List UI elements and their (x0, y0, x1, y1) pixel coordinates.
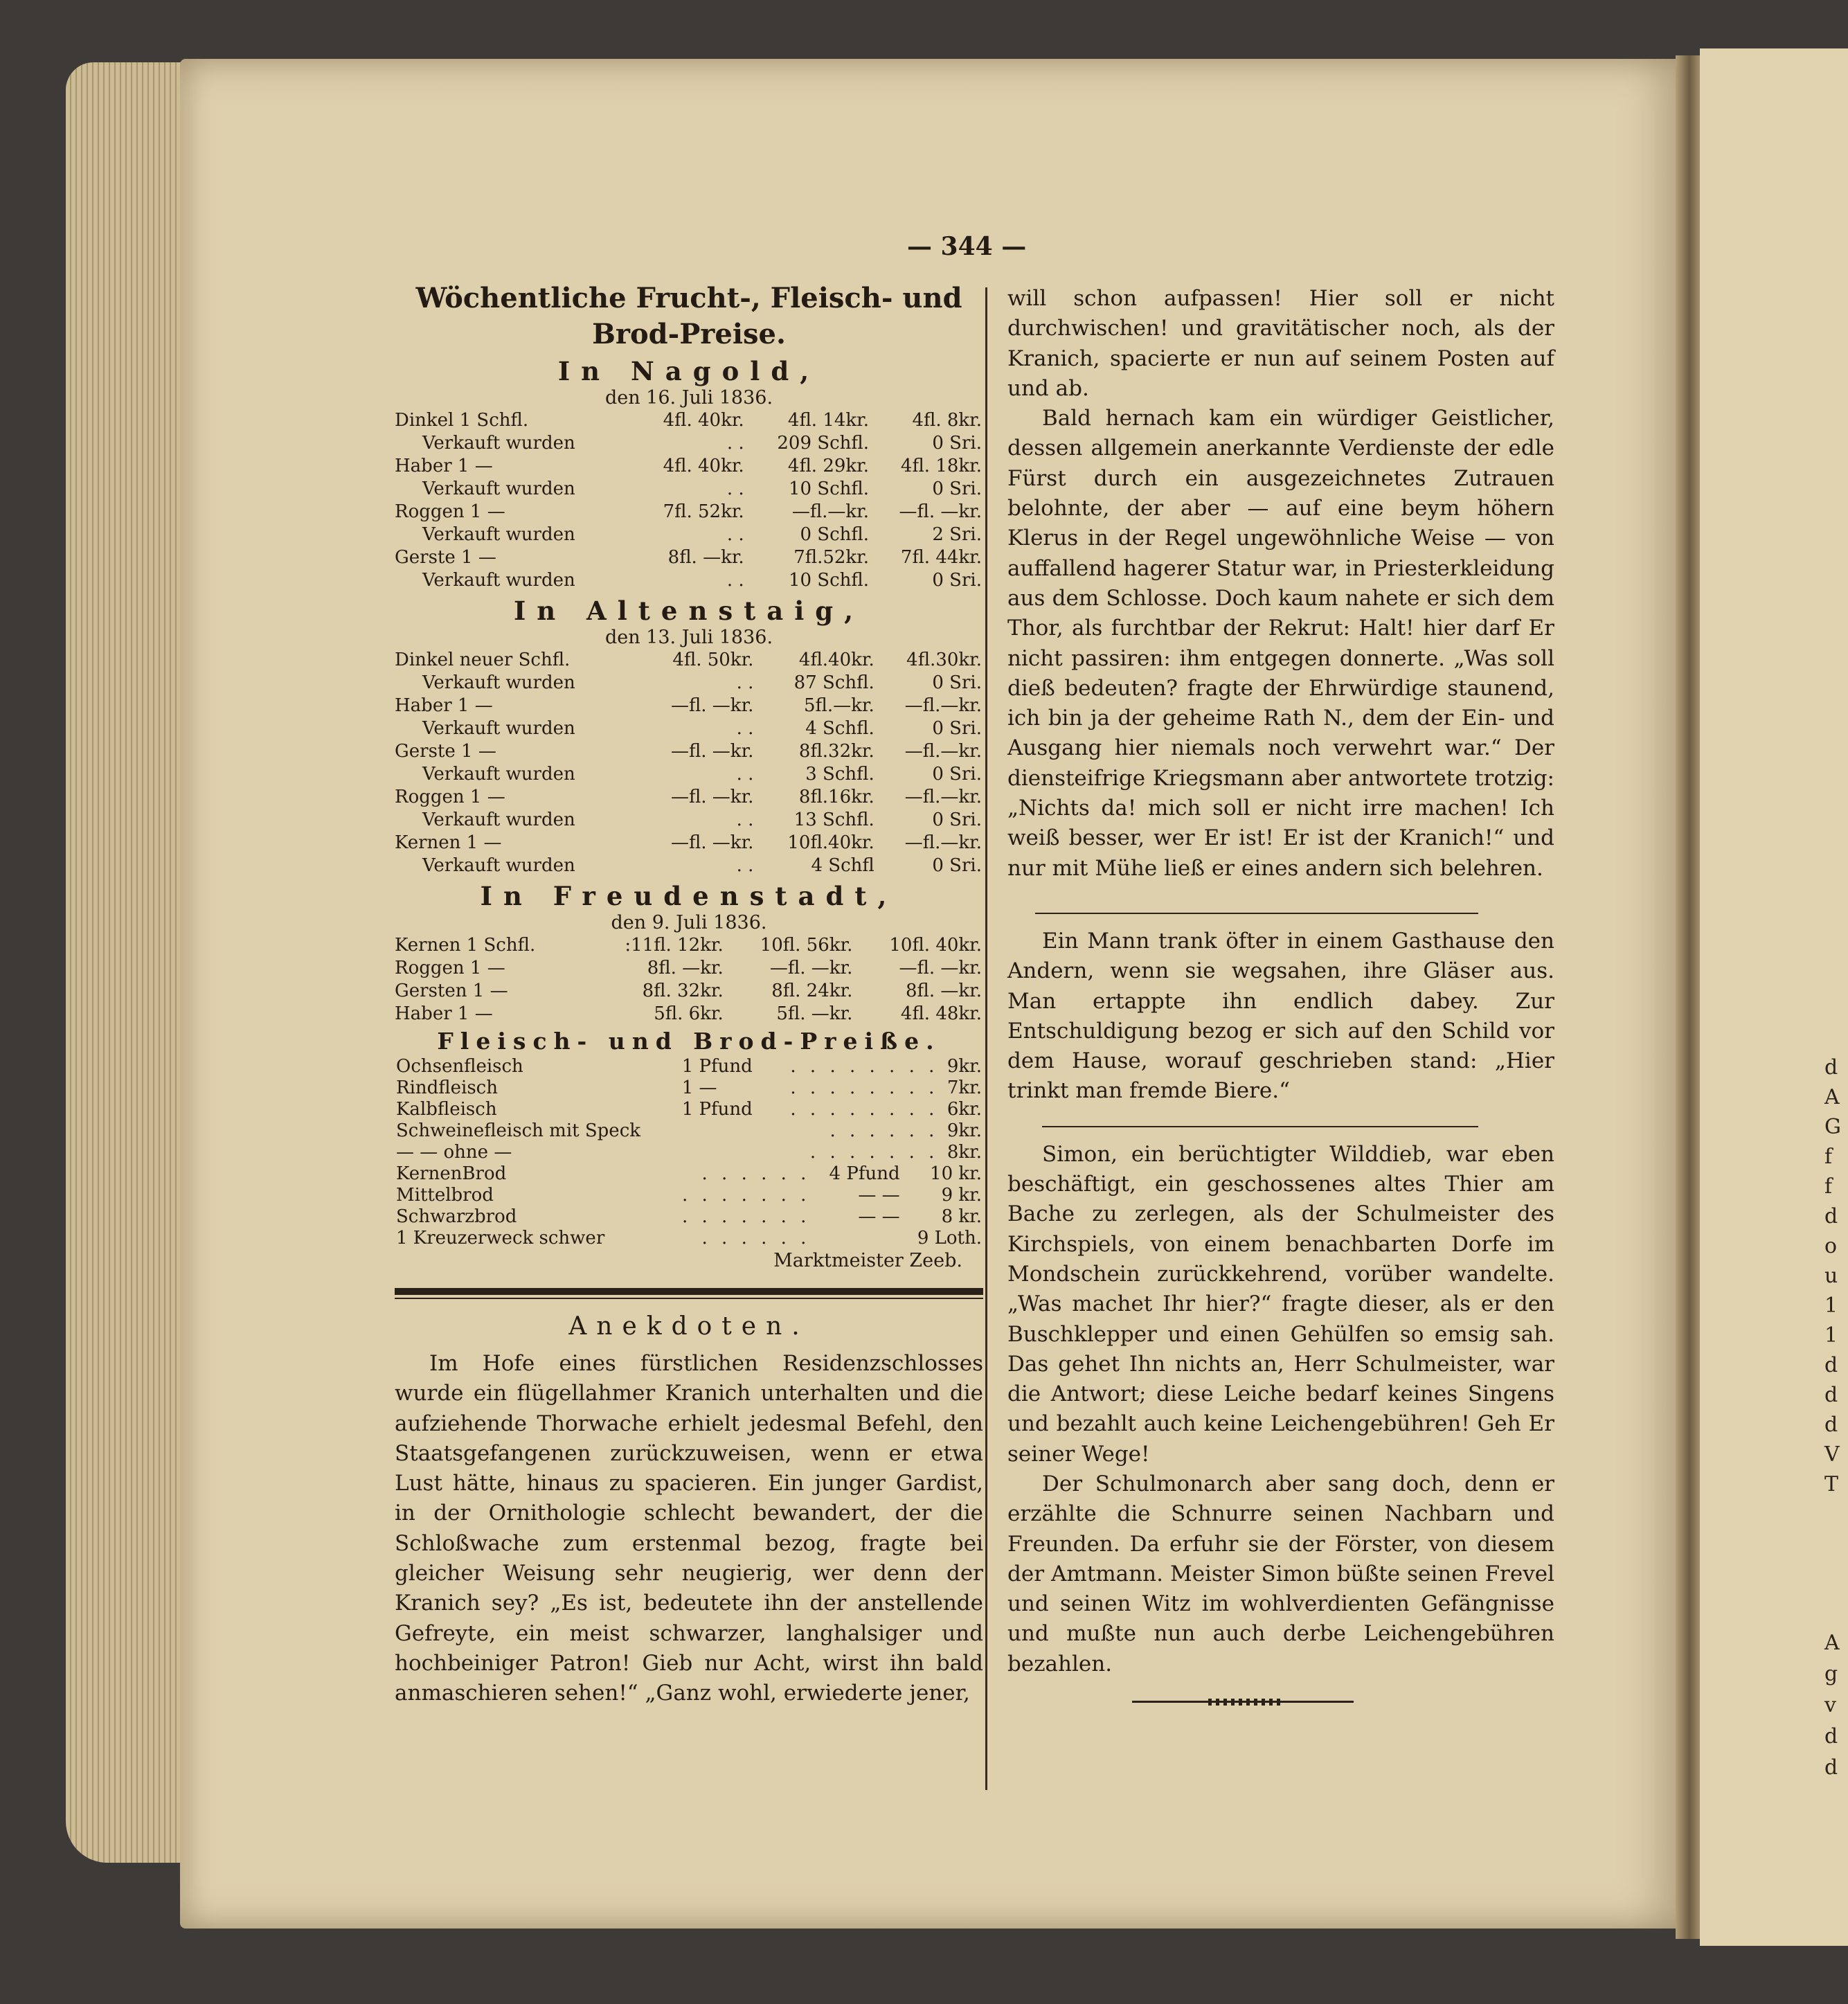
price-cell: —fl.—kr. (904, 741, 982, 762)
page-number: — 344 — (907, 232, 1027, 261)
paragraph: Simon, ein berüchtigter Wilddieb, war eben beschäftigt, ein geschossenes altes Thier am Bache zu zerlegen, als der Schulmeister des Kirchspiels, von einem benachbarten Dorfe im Mondschein zurückkehrend, vorüber wandelte. „Was machet Ihr hier?“ fragte dieser, als er den Buschklepper und einen Gehülfen so emsig sah. Das gehet Ihn nichts an, Herr Schulmeister, war die Antwort; diese Leiche bedarf keines Singens und bezahlt auch keine Leichengebühren! Geh Er seiner Wege! (1007, 1141, 1554, 1467)
price-cell: 5fl. —kr. (776, 1003, 853, 1024)
price-cell: . . (736, 764, 754, 785)
price-cell: —fl. —kr. (670, 832, 754, 853)
row-label: Dinkel 1 Schfl. (395, 410, 529, 431)
table-row (395, 695, 983, 717)
row-label (681, 1120, 766, 1142)
anecdote-kranich-right (1007, 284, 1554, 884)
row-label: Roggen 1 — (395, 958, 505, 978)
price-cell: 8fl. —kr. (647, 958, 724, 978)
row-label: Verkauft wurden (422, 570, 575, 591)
price-cell: 9 Loth. (917, 1228, 982, 1249)
paragraph: Ein Mann trank öfter in einem Gasthause den Andern, wenn sie wegsahen, ihre Gläser aus. Man ertappte ihn endlich dabey. Zur Entschuldigung bezog er sich auf den Schild vor dem Hause, worauf geschrieben stand: „Hier trinkt man fremde Biere.“ (1007, 928, 1554, 1104)
table-row (395, 980, 983, 1003)
price-cell: 10fl. 56kr. (760, 935, 853, 956)
price-cell: 4fl.40kr. (798, 650, 874, 670)
price-cell: 0 Sri. (932, 718, 982, 739)
row-label: Kalbfleisch (396, 1099, 497, 1120)
row-label: 1 Pfund (681, 1056, 753, 1077)
price-cell: 7kr. (947, 1077, 982, 1098)
paragraph: Bald hernach kam ein würdiger Geistlicher, dessen allgemein anerkannte Verdienste der edle Fürst durch ein ausgezeichnetes Zutrauen belohnte, der aber — auf eine beym höhern Klerus in der Regel ungewöhnliche Weise — von auffallend hagerer Statur war, in Priesterkleidung aus dem Schlosse. Doch kaum nahete er sich dem Thor, als furchtbar der Rekrut: Halt! hier darf Er nicht passiren: ihm entgegen donnerte. „Was soll dieß bedeuten? fragte der Ehrwürdige staunend, ich bin ja der geheime Rath N., dem der Ein- und Ausgang hier niemals noch verwehrt war.“ Der diensteifrige Kriegsmann aber antwortete trotzig: „Nichts da! mich soll er nicht irre machen! Ich weiß besser, wer Er ist! Er ist der Kranich!“ und nur mit Mühe ließ er eines andern sich belehren. (1007, 406, 1554, 881)
table-row (395, 855, 983, 877)
anecdote-separator (1035, 913, 1478, 914)
table-row (395, 1077, 983, 1099)
price-cell: 4fl. 48kr. (900, 1003, 982, 1024)
section-rule (395, 1288, 983, 1295)
table-row (395, 1056, 983, 1077)
leader-dots: . . . . . . (829, 1120, 939, 1141)
price-cell: 4fl. 8kr. (912, 410, 982, 431)
table-row (395, 1120, 983, 1142)
price-cell: 4 Schfl. (805, 718, 874, 739)
price-cell: . . (736, 855, 754, 876)
market-date: den 16. Juli 1836. (604, 387, 773, 409)
table-row (395, 1099, 983, 1120)
price-cell: 87 Schfl. (793, 672, 874, 693)
weight-cell: 4 Pfund (829, 1163, 900, 1184)
price-cell: 8fl. 24kr. (771, 981, 853, 1001)
table-row (395, 1185, 983, 1206)
price-cell: 4fl. 40kr. (663, 410, 744, 431)
price-cell: 2 Sri. (932, 524, 982, 545)
market-section (395, 880, 983, 1026)
table-row (395, 809, 983, 832)
price-cell: 8fl. —kr. (905, 981, 982, 1001)
anecdote-separator (1042, 1126, 1478, 1127)
price-cell: 0 Schfl. (800, 524, 870, 545)
row-label: Mittelbrod (396, 1185, 494, 1206)
row-label: Schwarzbrod (396, 1206, 517, 1227)
price-cell: —fl. —kr. (899, 501, 982, 522)
price-cell: 6kr. (947, 1099, 982, 1120)
weight-cell (811, 1228, 901, 1249)
price-cell: 13 Schfl. (793, 809, 874, 830)
price-cell: 4 Schfl (811, 855, 874, 876)
leader-dots: . . . . . . . (682, 1185, 811, 1206)
page-edges (66, 62, 190, 1863)
table-row (395, 409, 983, 432)
market-sections (395, 355, 983, 1026)
price-cell: 8 kr. (941, 1206, 982, 1227)
table-row (395, 478, 983, 501)
price-cell: . . (726, 433, 744, 454)
row-label: Ochsenfleisch (396, 1056, 523, 1077)
table-row (395, 957, 983, 980)
price-cell: . . (736, 718, 754, 739)
price-cell: 5fl.—kr. (803, 695, 874, 716)
price-cell: . . (726, 524, 744, 545)
left-column (395, 277, 983, 1709)
end-ornament (1132, 1699, 1354, 1706)
row-label: Schweinefleisch mit Speck (396, 1120, 641, 1141)
table-row (395, 1003, 983, 1026)
bread-price-table (395, 1163, 983, 1249)
paragraph: will schon aufpassen! Hier soll er nicht durchwischen! und gravitätischer noch, als der Kranich, spacierte er nun auf seinem Posten auf und ab. (1007, 286, 1554, 401)
table-row (395, 832, 983, 855)
right-column (1007, 284, 1554, 1706)
anecdote-gasthaus (1007, 927, 1554, 1107)
price-cell: 0 Sri. (932, 478, 982, 499)
price-cell: —fl. —kr. (899, 958, 982, 978)
price-cell: 209 Schfl. (777, 433, 870, 454)
table-row (395, 1163, 983, 1185)
grain-price-table (395, 409, 983, 592)
paragraph: Im Hofe eines fürstlichen Residenzschlosses wurde ein flügellahmer Kranich unterhalten und die aufziehende Thorwache erhielt jedesmal Befehl, den Staatsgefangenen zurückzuweisen, wenn er etwa Lust hätte, hinaus zu spacieren. Ein junger Gardist, in der Ornithologie schlecht bewandert, der die Schloßwache zum erstenmal bezog, fragte bei gleicher Weisung sehr neugierig, wer denn der Kranich sey? „Es ist, bedeutete ihn der anstellende Gefreyte, ein meist schwarzer, langhalsiger und hochbeiniger Patron! Gieb nur Acht, wirst ihn bald anmaschieren sehen!“ „Ganz wohl, erwiederte jener, (395, 1351, 983, 1706)
price-cell: —fl. —kr. (769, 958, 853, 978)
row-label: Roggen 1 — (395, 501, 505, 522)
price-cell: 8kr. (947, 1142, 982, 1163)
table-row (395, 649, 983, 672)
price-cell: 0 Sri. (932, 433, 982, 454)
price-cell: 10fl. 40kr. (889, 935, 982, 956)
price-cell: 8fl. 32kr. (642, 981, 724, 1001)
row-label: Verkauft wurden (422, 764, 575, 785)
price-cell: —fl. —kr. (670, 695, 754, 716)
table-row (395, 1142, 983, 1163)
row-label: Gerste 1 — (395, 547, 496, 568)
row-label: Verkauft wurden (422, 855, 575, 876)
column-divider (985, 287, 987, 1790)
price-cell: 0 Sri. (932, 764, 982, 785)
price-cell: —fl. —kr. (670, 741, 754, 762)
signature: Marktmeister Zeeb. (773, 1250, 962, 1271)
price-cell: 7fl.52kr. (793, 547, 870, 568)
table-row (395, 717, 983, 740)
price-cell: —fl. —kr. (670, 787, 754, 807)
row-label: Haber 1 — (395, 1003, 493, 1024)
row-label: Verkauft wurden (422, 524, 575, 545)
price-cell: 10 kr. (930, 1163, 982, 1184)
price-cell: 0 Sri. (932, 855, 982, 876)
price-cell: . . (736, 672, 754, 693)
market-date: den 9. Juli 1836. (611, 912, 767, 933)
row-label: Kernen 1 Schfl. (395, 935, 536, 956)
price-cell: 4fl. 50kr. (672, 650, 754, 670)
leader-dots: . . . . . . . . (790, 1056, 939, 1077)
meat-price-table (395, 1056, 983, 1163)
weight-cell: — — (858, 1206, 900, 1227)
table-row (395, 546, 983, 569)
weight-cell: — — (858, 1185, 900, 1206)
price-cell: . . (736, 809, 754, 830)
price-cell: 0 Sri. (932, 809, 982, 830)
book-gutter (1676, 55, 1703, 1939)
grain-price-table (395, 649, 983, 877)
price-cell: —fl.—kr. (904, 832, 982, 853)
market-section (395, 595, 983, 877)
price-cell: 8fl.16kr. (798, 787, 874, 807)
anekdoten-heading: Anekdoten. (568, 1312, 809, 1341)
row-label: Haber 1 — (395, 456, 493, 476)
facing-page-margin-text-lower: A g v d d (1824, 1631, 1840, 1780)
row-label: Verkauft wurden (422, 433, 575, 454)
prices-title-line2: Brod-Preise. (592, 318, 786, 350)
row-label: — — ohne — (396, 1142, 512, 1163)
table-row (395, 501, 983, 524)
price-cell: :11fl. 12kr. (625, 935, 724, 956)
row-label: Gerste 1 — (395, 741, 496, 762)
price-cell: 4fl. 18kr. (900, 456, 982, 476)
facing-page (1700, 48, 1848, 1946)
table-row (395, 1206, 983, 1228)
meat-bread-heading: Fleisch- und Brod-Preiße. (437, 1028, 941, 1055)
leader-dots: . . . . . . . . (790, 1077, 939, 1098)
price-cell: 9kr. (947, 1056, 982, 1077)
price-cell: . . (726, 570, 744, 591)
section-rule-thin (395, 1298, 983, 1299)
price-cell: —fl.—kr. (791, 501, 870, 522)
table-row (395, 1228, 983, 1249)
table-row (395, 455, 983, 478)
row-label (681, 1142, 766, 1163)
table-row (395, 740, 983, 763)
row-label: Kernen 1 — (395, 832, 502, 853)
price-cell: 3 Schfl. (805, 764, 874, 785)
market-date: den 13. Juli 1836. (604, 627, 773, 648)
price-cell: 10fl.40kr. (787, 832, 874, 853)
row-label: 1 Pfund (681, 1099, 753, 1120)
price-cell: —fl.—kr. (904, 695, 982, 716)
table-row (395, 672, 983, 695)
row-label: 1 Kreuzerweck schwer (396, 1228, 605, 1249)
row-label: Verkauft wurden (422, 672, 575, 693)
price-cell: 10 Schfl. (788, 570, 870, 591)
price-cell: 8fl. —kr. (667, 547, 744, 568)
price-cell: 9 kr. (941, 1185, 982, 1206)
row-label: Verkauft wurden (422, 809, 575, 830)
row-label: Gersten 1 — (395, 981, 508, 1001)
prices-title-line1: Wöchentliche Frucht-, Fleisch- und (415, 282, 962, 314)
leader-dots: . . . . . . . (809, 1142, 939, 1163)
row-label: 1 — (681, 1077, 717, 1098)
anecdote-kranich-left (395, 1349, 983, 1709)
prices-title (395, 280, 983, 352)
table-row (395, 934, 983, 957)
leader-dots: . . . . . . . (682, 1206, 811, 1227)
price-cell: —fl.—kr. (904, 787, 982, 807)
facing-page-margin-text: d A G f f d o u 1 1 d d d V T (1824, 1055, 1841, 1496)
price-cell: 9kr. (947, 1120, 982, 1141)
grain-price-table (395, 934, 983, 1026)
row-label: Verkauft wurden (422, 718, 575, 739)
market-section (395, 355, 983, 592)
price-cell: 10 Schfl. (788, 478, 870, 499)
price-cell: 7fl. 44kr. (900, 547, 982, 568)
row-label: Dinkel neuer Schfl. (395, 650, 571, 670)
row-label: KernenBrod (396, 1163, 507, 1184)
table-row (395, 569, 983, 592)
leader-dots: . . . . . . . . (790, 1099, 939, 1120)
row-label: Haber 1 — (395, 695, 493, 716)
market-place: In Altenstaig, (513, 596, 865, 626)
price-cell: 7fl. 52kr. (663, 501, 744, 522)
leader-dots: . . . . . . (701, 1163, 811, 1184)
price-cell: 0 Sri. (932, 570, 982, 591)
paragraph: Der Schulmonarch aber sang doch, denn er erzählte die Schnurre seinen Nachbarn und Freunden. Da erfuhr sie der Förster, von diesem der Amtmann. Meister Simon büßte seinen Frevel und seinen Witz im wohlverdienten Gefängnisse und mußte nun auch derbe Leichengebühren bezahlen. (1007, 1471, 1554, 1676)
price-cell: 0 Sri. (932, 672, 982, 693)
leader-dots: . . . . . . (701, 1228, 811, 1249)
table-row (395, 524, 983, 546)
market-place: In Nagold, (557, 356, 820, 386)
price-cell: 4fl. 40kr. (663, 456, 744, 476)
price-cell: 8fl.32kr. (798, 741, 874, 762)
price-cell: 4fl. 14kr. (787, 410, 870, 431)
price-cell: . . (726, 478, 744, 499)
row-label: Roggen 1 — (395, 787, 505, 807)
price-cell: 4fl.30kr. (906, 650, 982, 670)
price-cell: 4fl. 29kr. (787, 456, 870, 476)
price-cell: 5fl. 6kr. (654, 1003, 724, 1024)
anecdote-wilddieb (1007, 1140, 1554, 1679)
table-row (395, 432, 983, 455)
row-label: Rindfleisch (396, 1077, 498, 1098)
row-label: Verkauft wurden (422, 478, 575, 499)
table-row (395, 763, 983, 786)
market-place: In Freudenstadt, (480, 881, 898, 911)
table-row (395, 786, 983, 809)
